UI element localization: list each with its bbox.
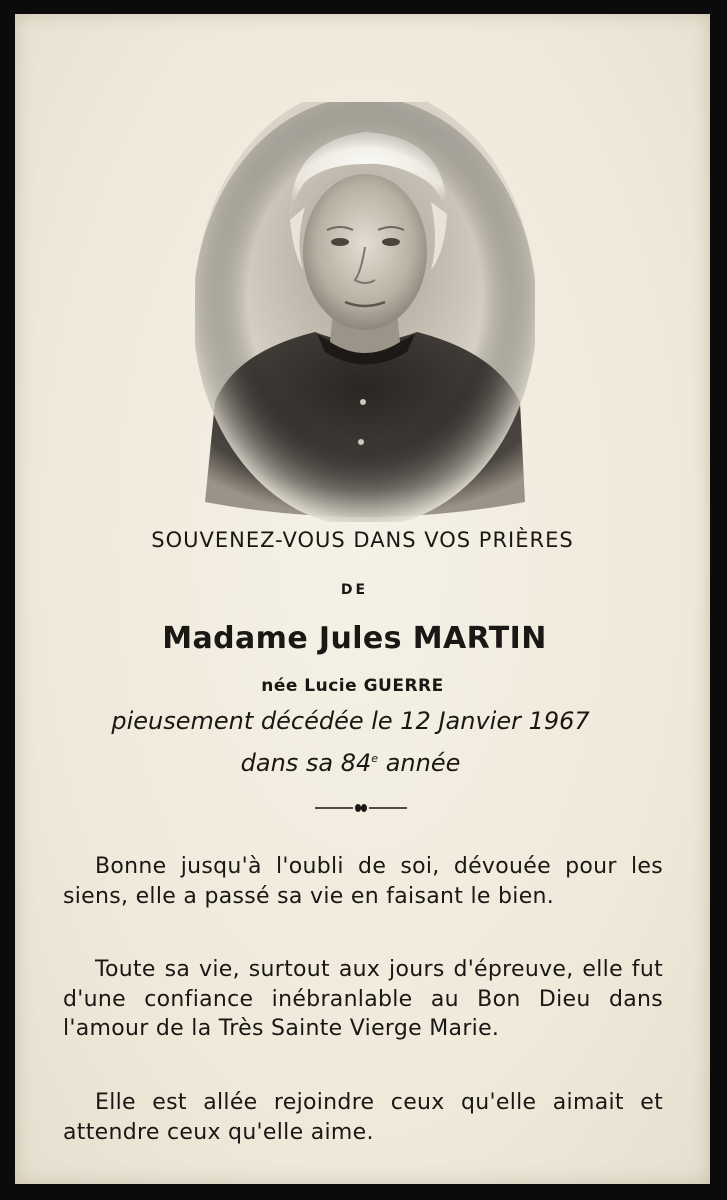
deceased-name: Madame Jules MARTIN [162,621,547,656]
death-date: pieusement décédée le 12 Janvier 1967 [111,707,590,735]
portrait-photo [195,102,535,522]
age-superscript: e [371,752,379,765]
paragraph-2-text: Toute sa vie, surtout aux jours d'épreuve, elle fut d'une confiance inébranlable au Bon Dieu dans l'amour de la Très Sainte Vierge Marie. [63,957,663,1041]
paragraph-2 [63,955,663,1044]
age-suffix: année [378,749,461,777]
memorial-card [15,14,710,1184]
age-line [3,749,698,777]
paragraph-3-text: Elle est allée rejoindre ceux qu'elle aimait et attendre ceux qu'elle aime. [63,1090,663,1145]
de-line: DE [340,582,369,598]
paragraph-1-text: Bonne jusqu'à l'oubli de soi, dévouée pour les siens, elle a passé sa vie en faisant le bien. [63,854,663,909]
paragraph-1 [63,852,663,911]
paragraph-3 [63,1088,663,1147]
age-prefix: dans sa 84 [240,749,372,777]
ornament-divider [315,802,407,814]
remembrance-heading: SOUVENEZ-VOUS DANS VOS PRIÈRES [151,528,574,552]
maiden-name: née Lucie GUERRE [261,676,444,696]
